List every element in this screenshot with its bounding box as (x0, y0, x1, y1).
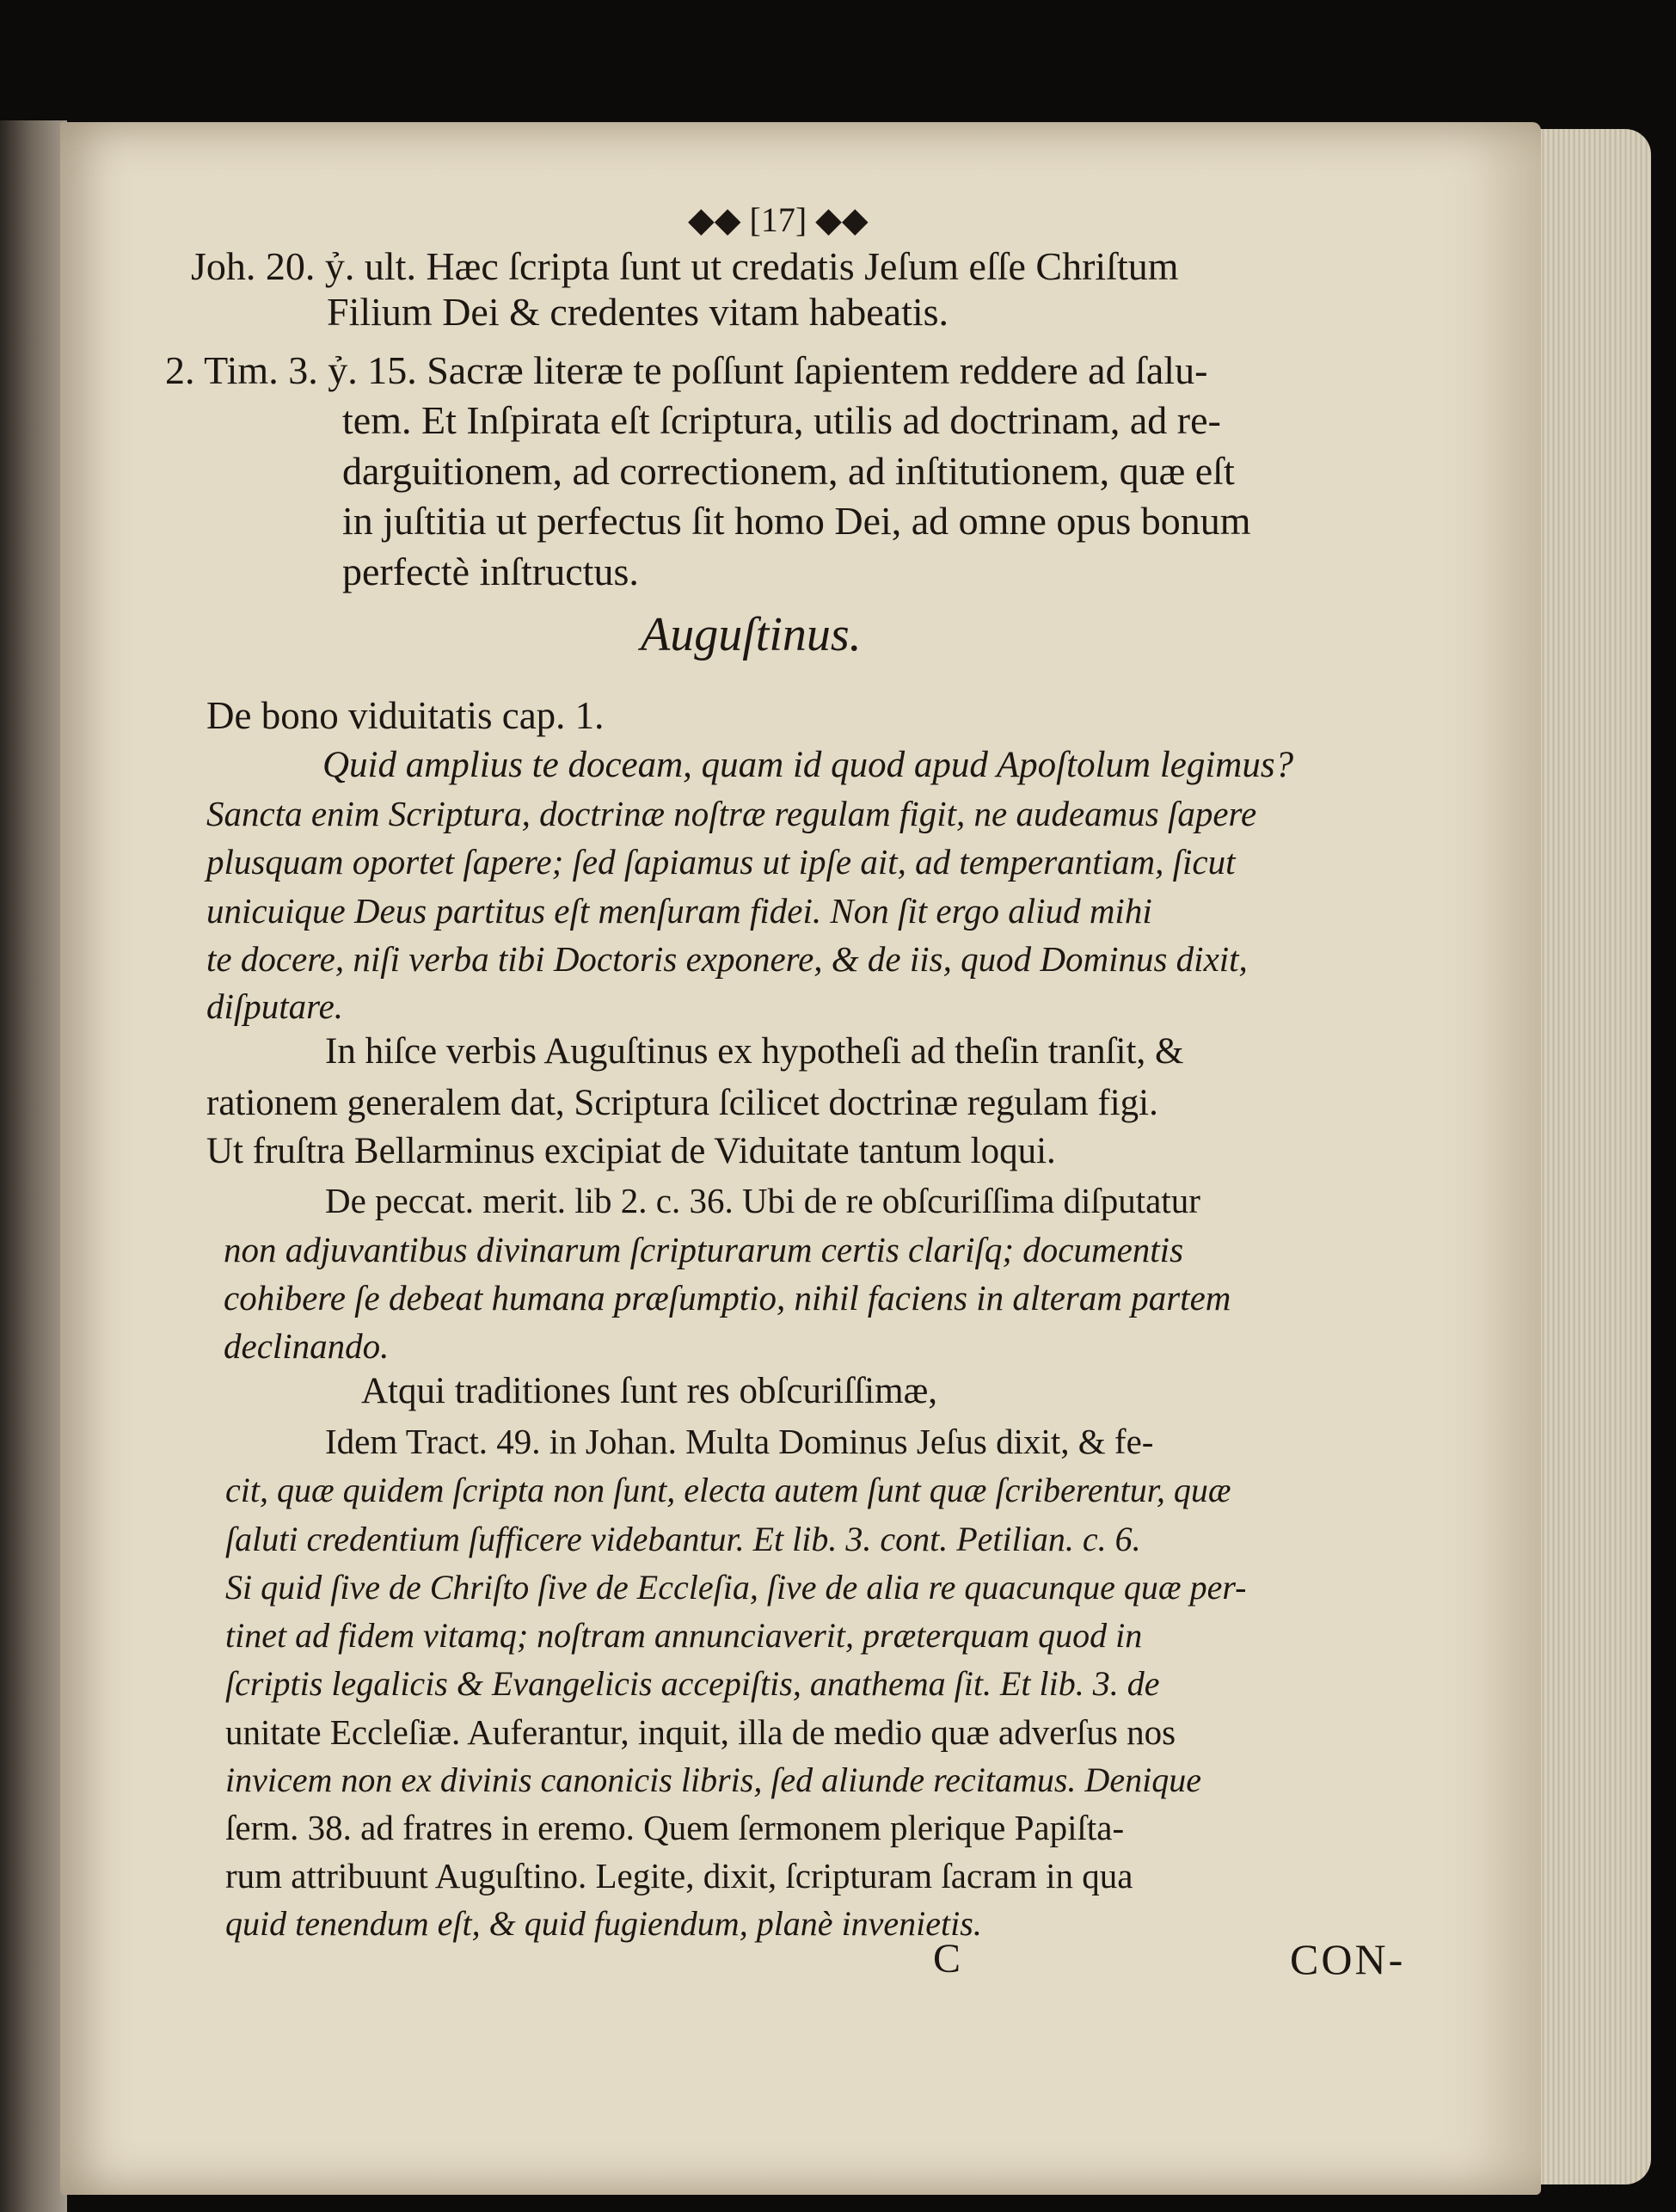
signature-mark: C (933, 1936, 961, 1982)
text-line-14: te docere, niſi verba tibi Doctoris exponere, & de iis, quod Dominus dixit, (206, 939, 1248, 979)
text-line-12: plusquam oportet ſapere; ſed ſapiamus ut ipſe ait, ad temperantiam, ſicut (206, 842, 1236, 882)
section-heading: Auguſtinus. (641, 608, 862, 661)
text-line-10: Quid amplius te doceam, quam id quod apud Apoſtolum legimus? (322, 745, 1294, 785)
text-line-31: invicem non ex divinis canonicis libris, ſed aliunde recitamus. Denique (225, 1760, 1201, 1799)
text-line-26: ſaluti credentium ſufficere videbantur. Et lib. 3. cont. Petilian. c. 6. (225, 1520, 1141, 1558)
text-line-5: darguitionem, ad correctionem, ad inſtitutionem, quæ eſt (342, 449, 1235, 493)
header-ornament-left: ◆◆ (688, 200, 741, 239)
page-header (688, 196, 869, 244)
text-line-34: quid tenendum eſt, & quid fugiendum, planè invenietis. (225, 1904, 982, 1943)
header-ornament-right: ◆◆ (815, 200, 869, 239)
text-line-24: Idem Tract. 49. in Johan. Multa Dominus Jeſus dixit, & fe- (325, 1422, 1154, 1461)
text-line-33: rum attribuunt Auguſtino. Legite, dixit, ſcripturam ſacram in qua (225, 1856, 1133, 1896)
text-line-2: Filium Dei & credentes vitam habeatis. (327, 290, 949, 334)
text-line-3: 2. Tim. 3. ỷ. 15. Sacræ literæ te poſſunt ſapientem reddere ad ſalu- (165, 348, 1208, 392)
text-line-15: diſputare. (206, 986, 344, 1026)
text-line-27: Si quid ſive de Chriſto ſive de Eccleſia, ſive de alia re quacunque quæ per- (225, 1568, 1247, 1607)
text-line-21: cohibere ſe debeat humana præſumptio, nihil faciens in alteram partem (224, 1278, 1231, 1318)
text-line-29: ſcriptis legalicis & Evangelicis accepiſtis, anathema ſit. Et lib. 3. de (225, 1664, 1160, 1703)
text-line-16: In hiſce verbis Auguſtinus ex hypotheſi ad theſin tranſit, & (325, 1031, 1184, 1072)
text-line-22: declinando. (224, 1326, 390, 1366)
text-line-23: Atqui traditiones ſunt res obſcuriſſimæ, (361, 1371, 938, 1411)
text-line-18: Ut fruſtra Bellarminus excipiat de Viduitate tantum loqui. (206, 1131, 1056, 1171)
text-line-7: perfectè inſtructus. (342, 550, 639, 593)
page-number: [17] (749, 200, 807, 239)
text-line-9: De bono viduitatis cap. 1. (206, 694, 605, 737)
text-line-25: cit, quæ quidem ſcripta non ſunt, electa autem ſunt quæ ſcriberentur, quæ (225, 1471, 1231, 1509)
text-line-13: unicuique Deus partitus eſt menſuram fidei. Non ſit ergo aliud mihi (206, 891, 1152, 931)
text-line-20: non adjuvantibus divinarum ſcripturarum certis clariſq; documentis (224, 1230, 1184, 1269)
text-line-28: tinet ad fidem vitamq; noſtram annunciaverit, præterquam quod in (225, 1616, 1143, 1655)
text-line-30: unitate Eccleſiæ. Auferantur, inquit, illa de medio quæ adverſus nos (225, 1712, 1176, 1752)
text-line-19: De peccat. merit. lib 2. c. 36. Ubi de re obſcuriſſima diſputatur (325, 1181, 1200, 1220)
text-line-11: Sancta enim Scriptura, doctrinæ noſtræ regulam figit, ne audeamus ſapere (206, 794, 1257, 833)
text-line-6: in juſtitia ut perfectus ſit homo Dei, ad omne opus bonum (342, 499, 1251, 543)
catchword: CON- (1290, 1935, 1406, 1983)
text-line-17: rationem generalem dat, Scriptura ſcilicet doctrinæ regulam figi. (206, 1083, 1158, 1123)
text-line-32: ſerm. 38. ad fratres in eremo. Quem ſermonem plerique Papiſta- (225, 1808, 1125, 1847)
text-line-1: Joh. 20. ỷ. ult. Hæc ſcripta ſunt ut credatis Jeſum eſſe Chriſtum (191, 244, 1179, 288)
text-line-4: tem. Et Inſpirata eſt ſcriptura, utilis ad doctrinam, ad re- (342, 398, 1221, 442)
